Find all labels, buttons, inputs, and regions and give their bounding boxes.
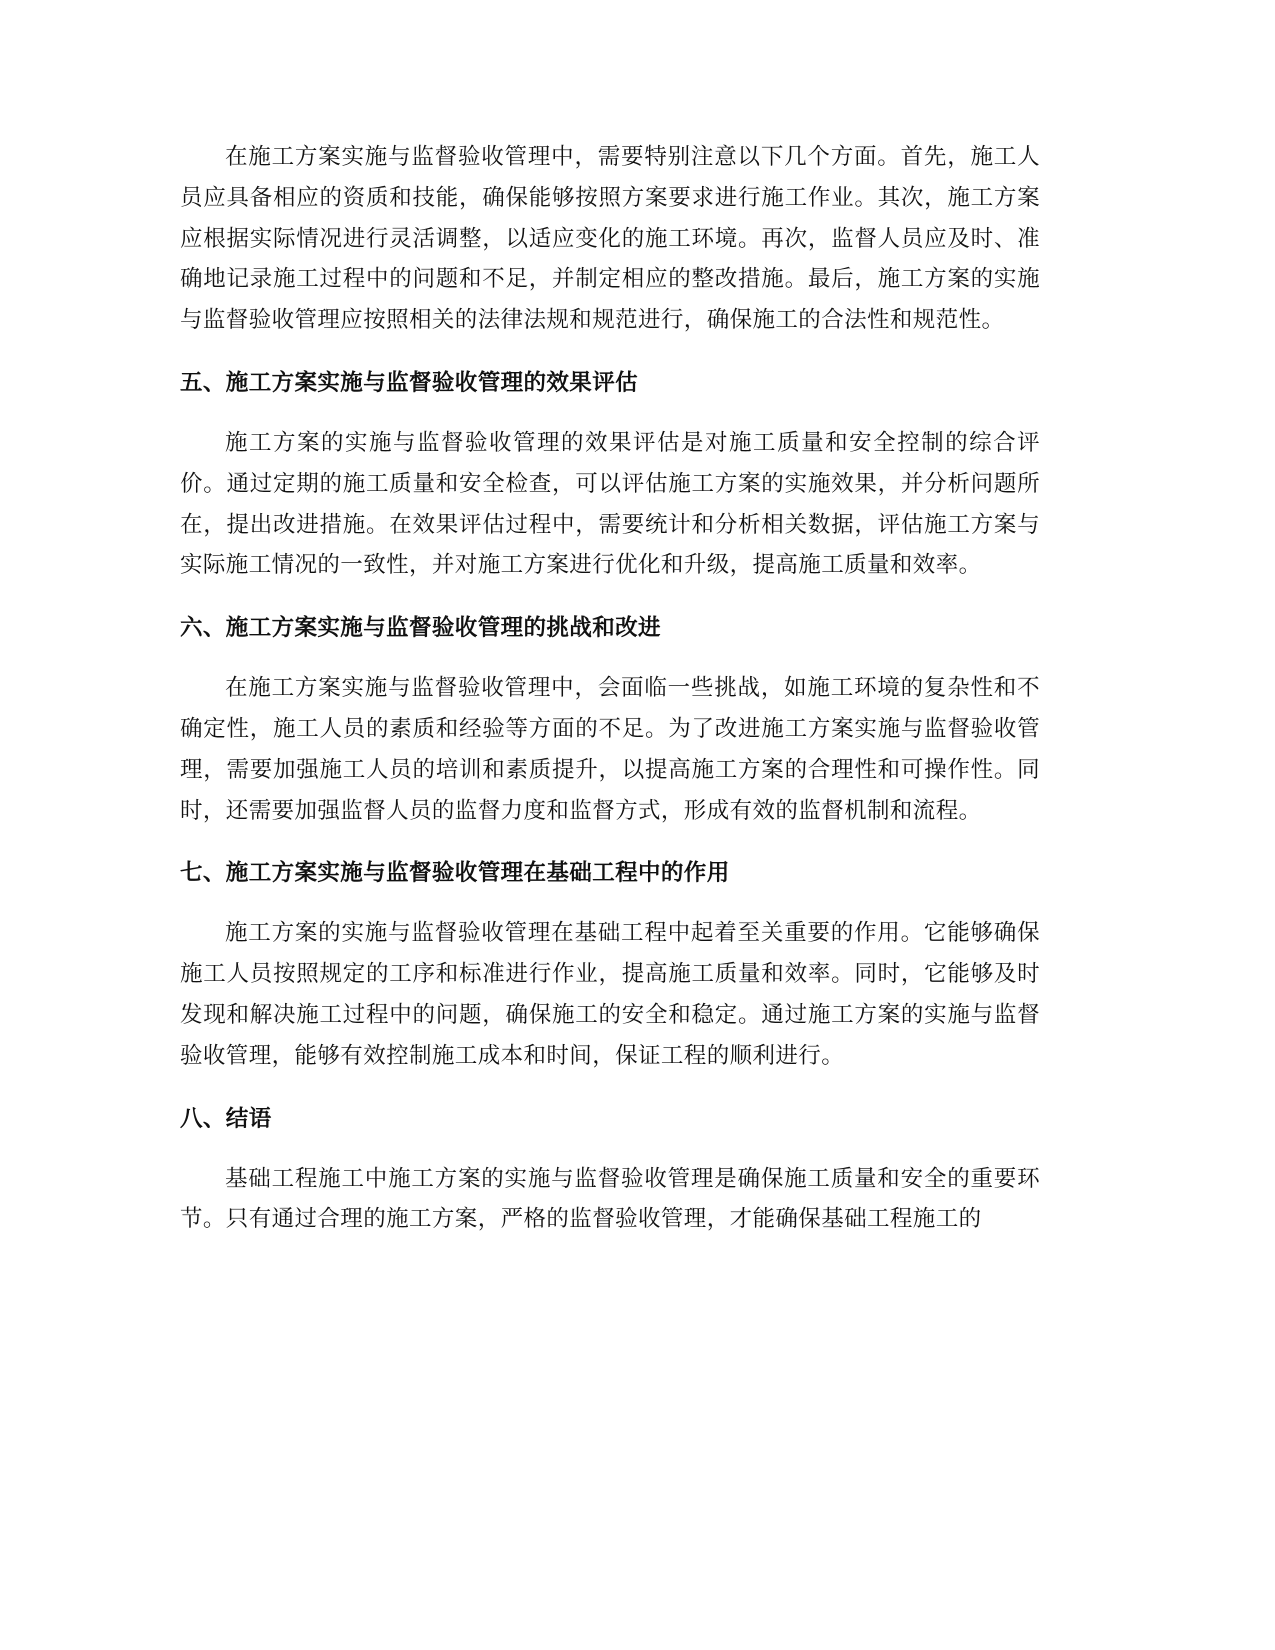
paragraph-conclusion: 基础工程施工中施工方案的实施与监督验收管理是确保施工质量和安全的重要环节。只有通过合理的施工方案，严格的监督验收管理，才能确保基础工程施工的 [180, 1165, 1040, 1233]
paragraph-role: 施工方案的实施与监督验收管理在基础工程中起着至关重要的作用。它能够确保施工人员按照规定的工序和标准进行作业，提高施工质量和效率。同时，它能够及时发现和解决施工过程中的问题，确保施工的安全和稳定。通过施工方案的实施与监督验收管理，能够有效控制施工成本和时间，保证工程的顺利进行。 [180, 920, 1040, 1069]
document-body [180, 137, 1040, 1240]
paragraph-challenges: 在施工方案实施与监督验收管理中，会面临一些挑战，如施工环境的复杂性和不确定性，施工人员的素质和经验等方面的不足。为了改进施工方案实施与监督验收管理，需要加强施工人员的培训和素质提升，以提高施工方案的合理性和可操作性。同时，还需要加强监督人员的监督力度和监督方式，形成有效的监督机制和流程。 [180, 675, 1040, 824]
section-heading-7: 七、施工方案实施与监督验收管理在基础工程中的作用 [180, 860, 730, 887]
section-heading-5: 五、施工方案实施与监督验收管理的效果评估 [180, 369, 639, 396]
paragraph-effect-evaluation: 施工方案的实施与监督验收管理的效果评估是对施工质量和安全控制的综合评价。通过定期的施工质量和安全检查，可以评估施工方案的实施效果，并分析问题所在，提出改进措施。在效果评估过程中，需要统计和分析相关数据，评估施工方案与实际施工情况的一致性，并对施工方案进行优化和升级，提高施工质量和效率。 [180, 429, 1040, 579]
section-heading-8: 八、结语 [180, 1105, 272, 1132]
paragraph-attention-points: 在施工方案实施与监督验收管理中，需要特别注意以下几个方面。首先，施工人员应具备相应的资质和技能，确保能够按照方案要求进行施工作业。其次，施工方案应根据实际情况进行灵活调整，以适应变化的施工环境。再次，监督人员应及时、准确地记录施工过程中的问题和不足，并制定相应的整改措施。最后，施工方案的实施与监督验收管理应按照相关的法律法规和规范进行，确保施工的合法性和规范性。 [180, 144, 1040, 334]
section-heading-6: 六、施工方案实施与监督验收管理的挑战和改进 [180, 615, 661, 642]
